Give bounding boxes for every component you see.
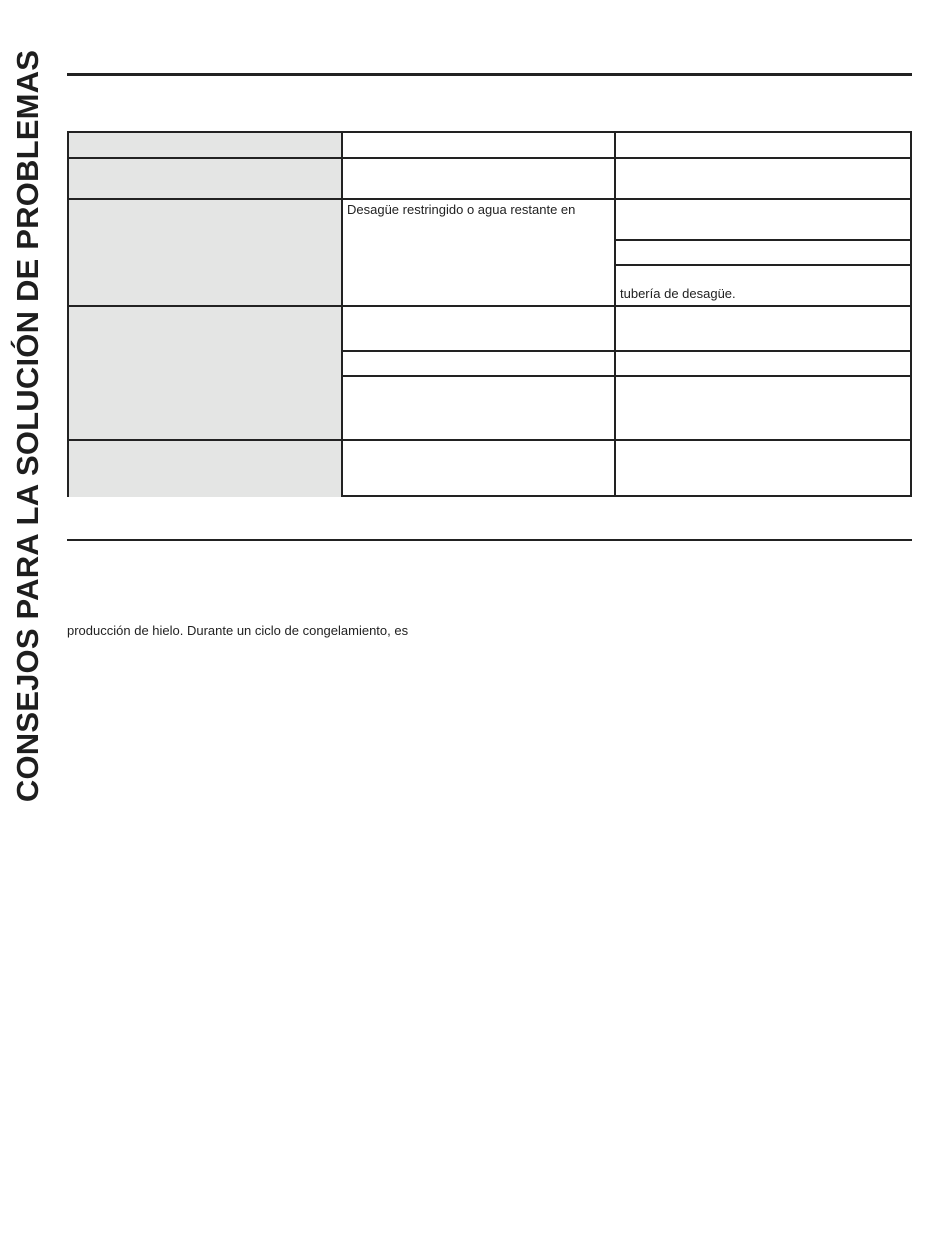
- header-problem-cell: [69, 133, 341, 157]
- problem-cell-4: [69, 441, 341, 497]
- solution-text-row2c: tubería de desagüe.: [620, 286, 736, 301]
- top-rule: [67, 73, 912, 76]
- sub-divider-3a: [343, 350, 910, 352]
- side-title-text: CONSEJOS PARA LA SOLUCIÓN DE PROBLEMAS: [10, 49, 45, 803]
- row-divider-header: [69, 157, 910, 159]
- cause-text-row2: Desagüe restringido o agua restante en: [347, 202, 576, 217]
- side-title: [8, 36, 48, 816]
- problem-cell-3: [69, 307, 341, 439]
- sub-divider-2b: [616, 264, 910, 266]
- problem-cell-2: [69, 200, 341, 305]
- row-divider-2: [69, 305, 910, 307]
- sub-divider-2a: [616, 239, 910, 241]
- bottom-rule: [67, 539, 912, 541]
- row-divider-1: [69, 198, 910, 200]
- problem-cell-1: [69, 159, 341, 198]
- row-divider-3: [69, 439, 910, 441]
- troubleshooting-table: [67, 131, 912, 497]
- body-paragraph: producción de hielo. Durante un ciclo de congelamiento, es: [67, 623, 409, 638]
- sub-divider-3b: [343, 375, 910, 377]
